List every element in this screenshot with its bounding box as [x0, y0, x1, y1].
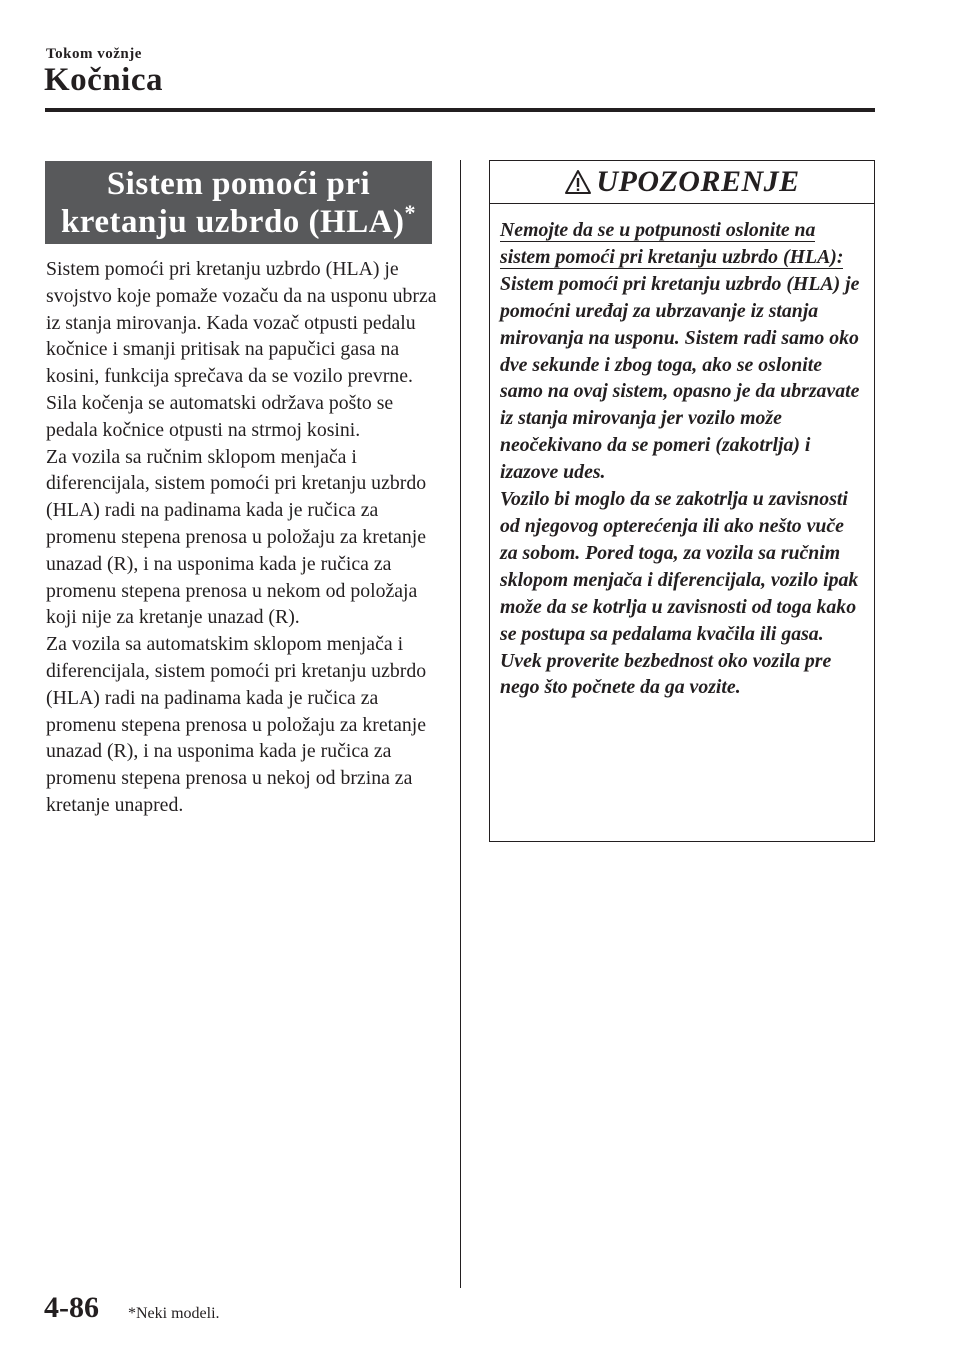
- header-section-label: Tokom vožnje: [46, 46, 142, 62]
- section-body: [46, 256, 446, 819]
- header-rule: [45, 108, 875, 112]
- body-paragraph-3: Za vozila sa automatskim sklopom menjača i diferencijala, sistem pomoći pri kretanju uzbrdo (HLA) radi na padinama kada je ručica za promenu stepena prenosa u položaju za kretanje unazad (R), i na usponima kada je ručica za promenu stepena prenosa u nekoj od brzina za kretanje unapred.: [46, 633, 427, 816]
- model-footnote-marker: *: [404, 200, 417, 225]
- section-title-line1: Sistem pomoći pri: [106, 166, 371, 202]
- warning-body: [500, 217, 860, 701]
- warning-header: [490, 161, 874, 204]
- section-banner: [45, 161, 432, 244]
- body-paragraph-1: Sistem pomoći pri kretanju uzbrdo (HLA) je svojstvo koje pomaže vozaču da na usponu ubrza iz stanja mirovanja. Kada vozač otpusti pedalu kočnice i smanji pritisak na papučici gasa na kosini, funkcija sprečava da se vozilo prevrne. Sila kočenja se automatski održava pošto se pedala kočnice otpusti na strmoj kosini.: [46, 258, 437, 441]
- warning-heading: [500, 217, 860, 271]
- page-number: 4-86: [44, 1291, 99, 1324]
- warning-heading-text: Nemojte da se u potpunosti oslonite na sistem pomoći pri kretanju uzbrdo (HLA):: [500, 219, 844, 268]
- column-divider: [460, 160, 461, 1288]
- body-paragraph-2: Za vozila sa ručnim sklopom menjača i diferencijala, sistem pomoći pri kretanju uzbrdo (HLA) radi na padinama kada je ručica za promenu stepena prenosa u položaju za kretanje unazad (R), i na usponima kada je ručica za promenu stepena prenosa u nekom od položaja koji nije za kretanje unazad (R).: [46, 445, 427, 629]
- warning-paragraph-2: Vozilo bi moglo da se zakotrlja u zavisnosti od njegovog opterećenja ili ako nešto vuče za sobom. Pored toga, za vozila sa ručnim sklopom menjača i diferencijala, vozilo ipak može da se kotrlja u zavisnosti od toga kako se postupa sa pedalama kvačila ili gasa.: [500, 488, 859, 645]
- page-title: Kočnica: [44, 62, 163, 98]
- warning-paragraph-1: Sistem pomoći pri kretanju uzbrdo (HLA) je pomoćni uređaj za ubrzavanje iz stanja mirovanja na usponu. Sistem radi samo oko dve sekunde i zbog toga, ako se oslonite samo na ovaj sistem, opasno je da ubrzavate iz stanja mirovanja jer vozilo može neočekivano da se pomeri (zakotrlja) i izazove udes.: [500, 272, 860, 484]
- warning-title: UPOZORENJE: [596, 165, 800, 198]
- footnote: *Neki modeli.: [128, 1305, 220, 1322]
- warning-triangle-icon: [564, 169, 592, 195]
- warning-paragraph-3: Uvek proverite bezbednost oko vozila pre nego što počnete da ga vozite.: [500, 649, 832, 699]
- warning-box: [489, 160, 875, 842]
- section-title-line2-text: kretanju uzbrdo (HLA): [60, 204, 405, 240]
- section-title-line2: [45, 200, 432, 241]
